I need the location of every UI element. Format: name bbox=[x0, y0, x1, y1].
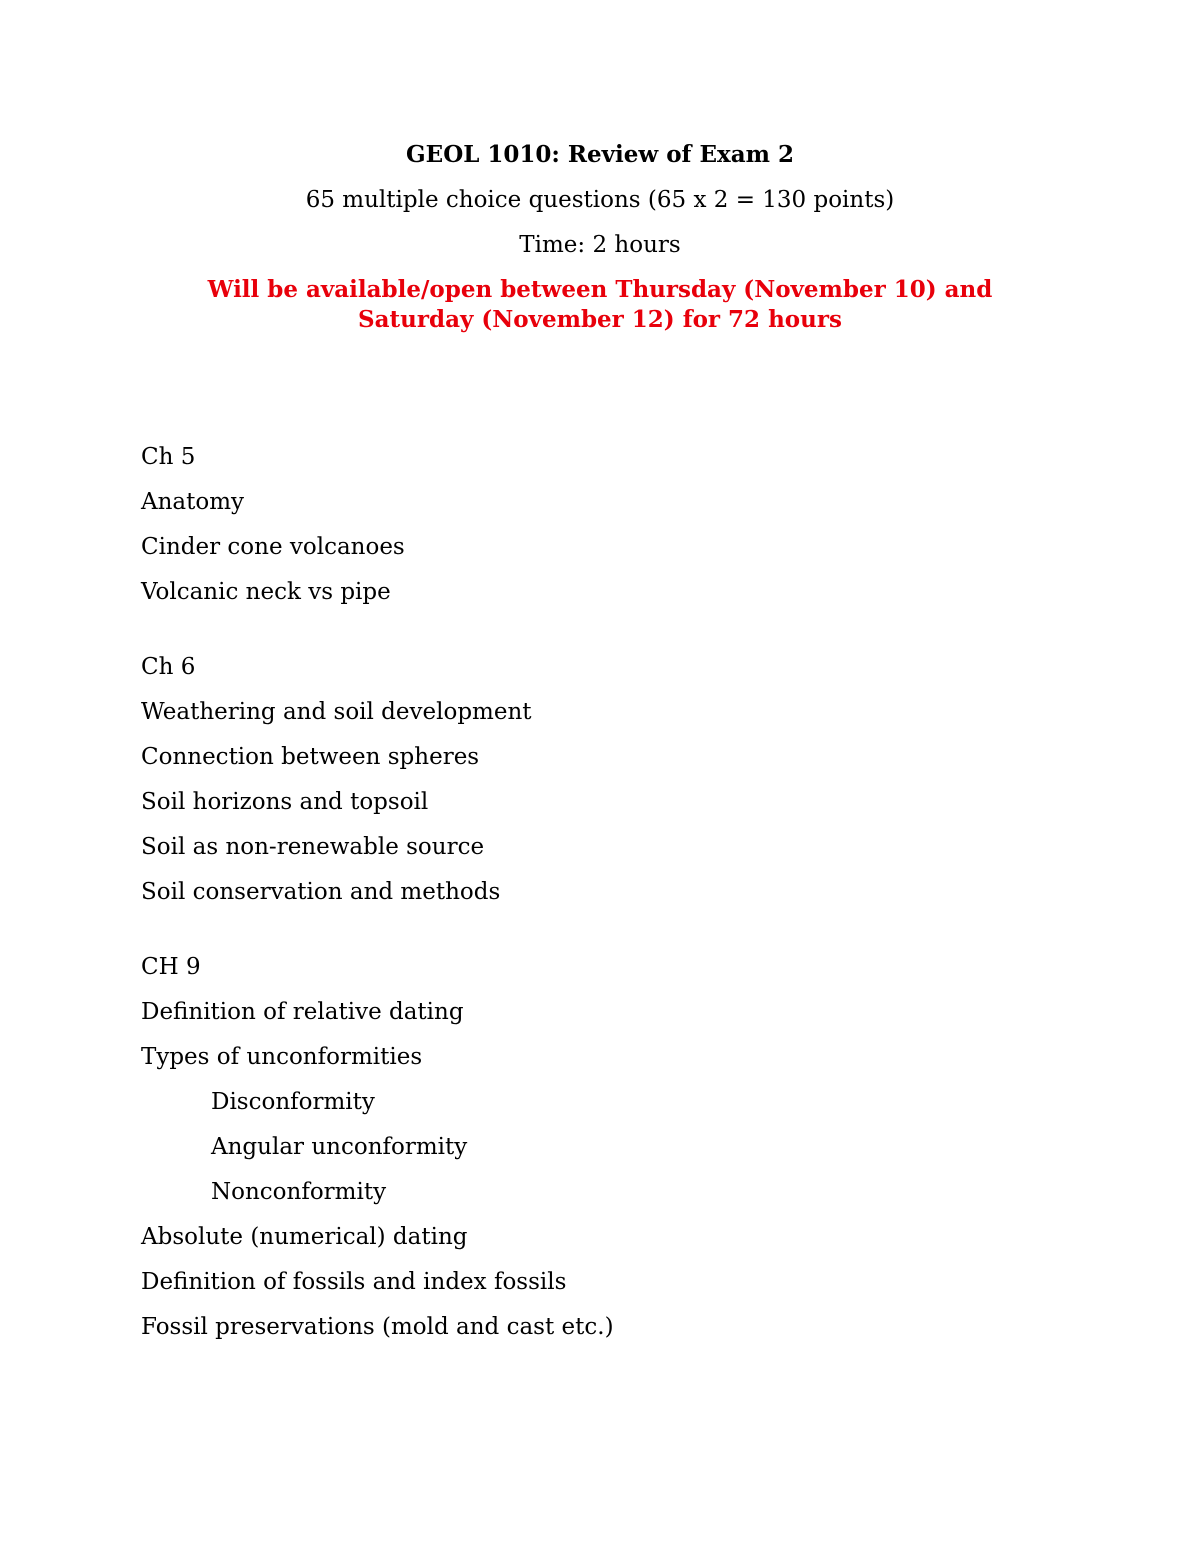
subtopic-item: Nonconformity bbox=[211, 1179, 387, 1205]
topic-item: Soil as non-renewable source bbox=[141, 834, 485, 860]
availability-notice: Will be available/open between Thursday (November 10) and Saturday (November 12) for 72 hours bbox=[207, 276, 993, 333]
chapter-section bbox=[141, 952, 1141, 1342]
topic-item: Fossil preservations (mold and cast etc.) bbox=[141, 1314, 614, 1340]
chapter-section bbox=[141, 442, 1141, 607]
topic-item: Volcanic neck vs pipe bbox=[141, 579, 391, 605]
exam-format: 65 multiple choice questions (65 x 2 = 130 points) bbox=[305, 187, 895, 213]
chapter-heading: Ch 5 bbox=[141, 444, 196, 470]
topic-item: Definition of fossils and index fossils bbox=[141, 1269, 567, 1295]
topic-item: Anatomy bbox=[141, 489, 245, 515]
subtopic-item: Angular unconformity bbox=[211, 1134, 468, 1160]
exam-time: Time: 2 hours bbox=[519, 232, 681, 258]
chapter-heading: Ch 6 bbox=[141, 654, 196, 680]
subtopic-item: Disconformity bbox=[211, 1089, 375, 1115]
topic-item: Definition of relative dating bbox=[141, 999, 464, 1025]
document-header bbox=[0, 140, 1200, 335]
topic-item: Cinder cone volcanoes bbox=[141, 534, 405, 560]
chapter-heading: CH 9 bbox=[141, 954, 201, 980]
chapter-sections bbox=[141, 442, 1141, 1387]
topic-item: Soil conservation and methods bbox=[141, 879, 501, 905]
topic-item: Soil horizons and topsoil bbox=[141, 789, 429, 815]
chapter-section bbox=[141, 652, 1141, 907]
topic-item: Weathering and soil development bbox=[141, 699, 532, 725]
topic-item: Connection between spheres bbox=[141, 744, 480, 770]
topic-item: Types of unconformities bbox=[141, 1044, 423, 1070]
topic-item: Absolute (numerical) dating bbox=[141, 1224, 468, 1250]
document-title: GEOL 1010: Review of Exam 2 bbox=[406, 141, 794, 168]
